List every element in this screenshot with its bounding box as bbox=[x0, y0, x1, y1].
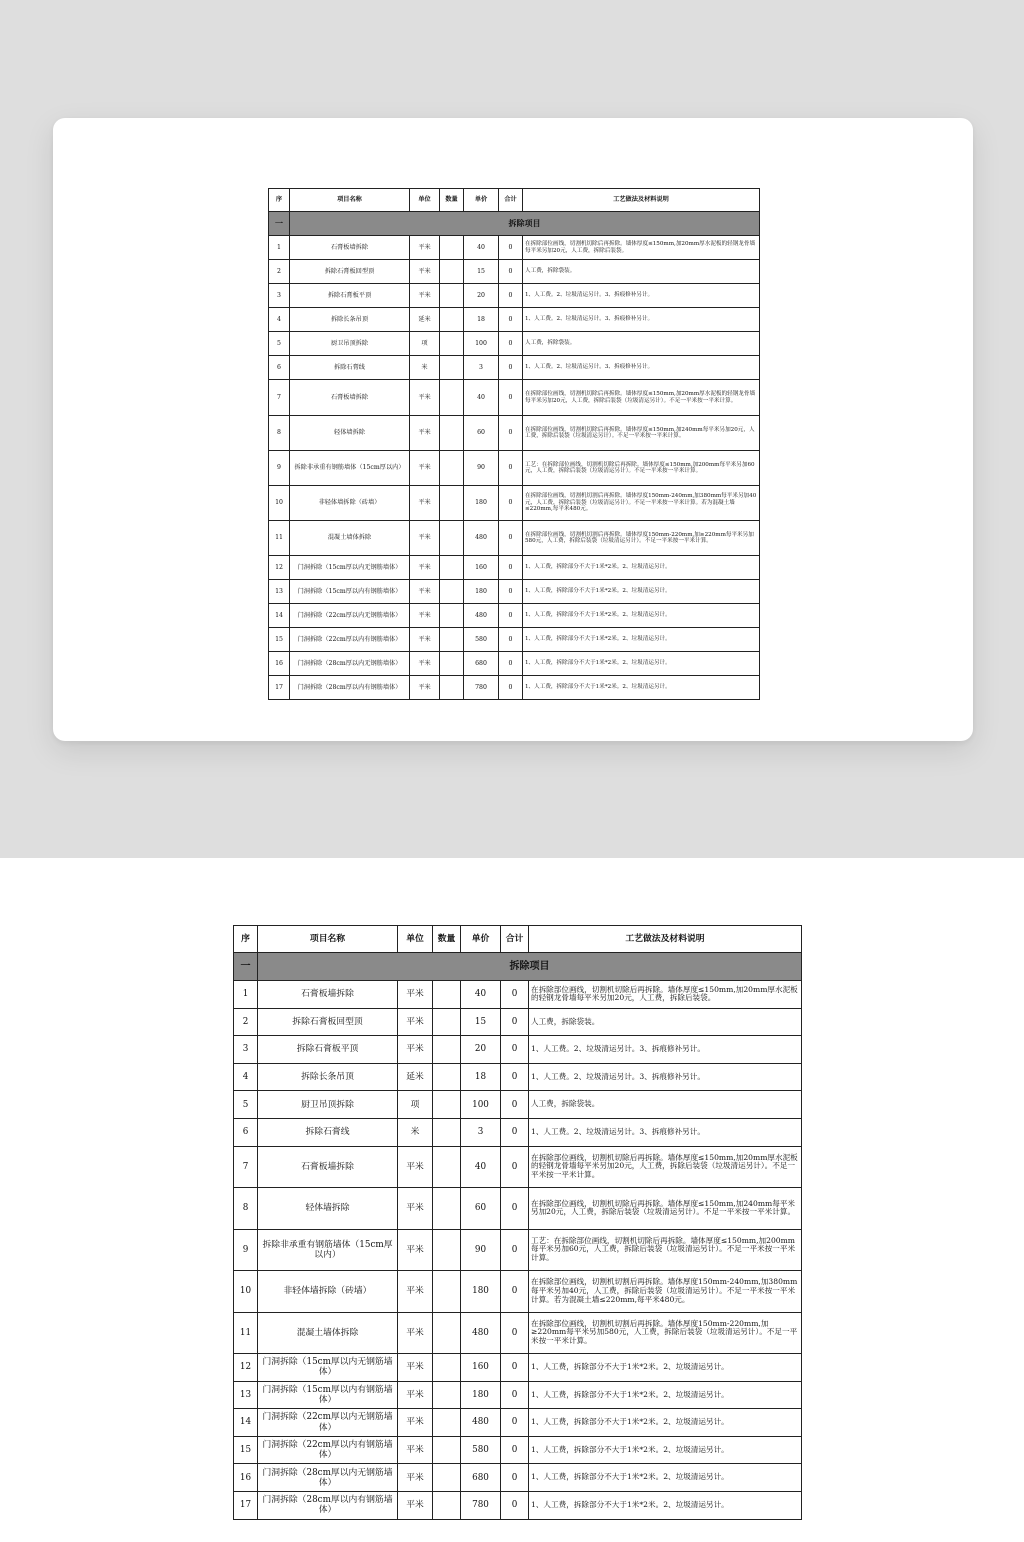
cell-desc: 1、人工费，拆除部分不大于1米*2米。2、垃圾清运另计。 bbox=[529, 1436, 802, 1464]
cell-name: 门洞拆除（28cm厚以内有钢筋墙体） bbox=[290, 676, 410, 700]
table-row bbox=[234, 1063, 802, 1091]
section-row bbox=[234, 953, 802, 981]
cell-desc: 在拆除部位画线，切割机切除后再拆除。墙体厚度≤150mm,加20mm厚水泥板的轻钢龙骨墙每平米另加20元，人工费，拆除后装袋。 bbox=[523, 236, 760, 260]
cell-unit: 平米 bbox=[398, 1229, 433, 1271]
cell-name: 非轻体墙拆除（砖墙） bbox=[258, 1271, 398, 1313]
table-row bbox=[234, 1354, 802, 1382]
table-row bbox=[269, 604, 760, 628]
cell-qty bbox=[440, 451, 464, 486]
cell-unit: 平米 bbox=[398, 981, 433, 1009]
cell-desc: 1、人工费，拆除部分不大于1米*2米。2、垃圾清运另计。 bbox=[523, 556, 760, 580]
header-price: 单价 bbox=[464, 189, 499, 212]
cell-qty bbox=[433, 1091, 461, 1119]
cell-qty bbox=[440, 332, 464, 356]
cell-total: 0 bbox=[501, 1008, 529, 1036]
cell-qty bbox=[440, 604, 464, 628]
table-row bbox=[269, 521, 760, 556]
cell-price: 15 bbox=[461, 1008, 501, 1036]
cell-seq: 4 bbox=[234, 1063, 258, 1091]
cell-name: 门洞拆除（22cm厚以内有钢筋墙体） bbox=[290, 628, 410, 652]
cell-seq: 8 bbox=[269, 416, 290, 451]
cell-qty bbox=[433, 1436, 461, 1464]
table-row bbox=[269, 236, 760, 260]
cell-price: 18 bbox=[464, 308, 499, 332]
quote-table-preview bbox=[268, 188, 760, 700]
cell-total: 0 bbox=[501, 1409, 529, 1437]
cell-seq: 9 bbox=[234, 1229, 258, 1271]
cell-qty bbox=[433, 1188, 461, 1230]
table-row bbox=[234, 1312, 802, 1354]
section-title: 拆除项目 bbox=[258, 953, 802, 981]
cell-seq: 3 bbox=[269, 284, 290, 308]
cell-desc: 1、人工费。2、垃圾清运另计。3、拆痕修补另计。 bbox=[529, 1063, 802, 1091]
cell-seq: 17 bbox=[269, 676, 290, 700]
table-row bbox=[269, 580, 760, 604]
table-row bbox=[269, 628, 760, 652]
table-row bbox=[269, 332, 760, 356]
header-row bbox=[269, 189, 760, 212]
cell-desc: 人工费，拆除袋装。 bbox=[523, 260, 760, 284]
cell-qty bbox=[440, 236, 464, 260]
cell-price: 40 bbox=[464, 236, 499, 260]
cell-desc: 人工费，拆除袋装。 bbox=[529, 1091, 802, 1119]
cell-name: 门洞拆除（15cm厚以内有钢筋墙体） bbox=[258, 1381, 398, 1409]
cell-desc: 1、人工费，拆除部分不大于1米*2米。2、垃圾清运另计。 bbox=[529, 1492, 802, 1520]
table-row bbox=[269, 356, 760, 380]
cell-unit: 平米 bbox=[410, 416, 440, 451]
cell-seq: 16 bbox=[269, 652, 290, 676]
cell-total: 0 bbox=[499, 380, 523, 416]
quote-table-full bbox=[233, 925, 802, 1520]
cell-desc: 在拆除部位画线，切割机切割后再拆除。墙体厚度150mm-240mm,加380mm每平米另加40元，人工费，拆除后装袋（垃圾清运另计）。不足一平米按一平米计算。若为混凝土墙≤220mm,每平米480元。 bbox=[523, 486, 760, 521]
cell-price: 100 bbox=[461, 1091, 501, 1119]
cell-price: 180 bbox=[461, 1381, 501, 1409]
cell-desc: 在拆除部位画线，切割机切除后再拆除。墙体厚度≤150mm,加20mm厚水泥板的轻钢龙骨墙每平米另加20元，人工费，拆除后装袋。 bbox=[529, 981, 802, 1009]
cell-price: 40 bbox=[461, 981, 501, 1009]
table-row bbox=[234, 1492, 802, 1520]
cell-price: 580 bbox=[464, 628, 499, 652]
cell-unit: 平米 bbox=[410, 521, 440, 556]
table-row bbox=[269, 260, 760, 284]
cell-desc: 在拆除部位画线，切割机切除后再拆除。墙体厚度≤150mm,加20mm厚水泥板的轻钢龙骨墙每平米另加20元，人工费，拆除后装袋（垃圾清运另计）。不足一平米按一平米计算。 bbox=[529, 1146, 802, 1188]
cell-total: 0 bbox=[499, 652, 523, 676]
cell-price: 160 bbox=[461, 1354, 501, 1382]
cell-name: 混凝土墙体拆除 bbox=[290, 521, 410, 556]
cell-unit: 平米 bbox=[398, 1271, 433, 1313]
cell-unit: 平米 bbox=[410, 556, 440, 580]
table-row bbox=[234, 1008, 802, 1036]
cell-seq: 3 bbox=[234, 1036, 258, 1064]
cell-price: 40 bbox=[461, 1146, 501, 1188]
cell-total: 0 bbox=[499, 628, 523, 652]
cell-desc: 在拆除部位画线，切割机切割后再拆除。墙体厚度150mm-220mm,加≥220mm每平米另加580元，人工费，拆除后装袋（垃圾清运另计）。不足一平米按一平米计算。 bbox=[529, 1312, 802, 1354]
cell-qty bbox=[433, 1118, 461, 1146]
cell-qty bbox=[440, 521, 464, 556]
cell-total: 0 bbox=[499, 416, 523, 451]
cell-name: 拆除石膏线 bbox=[258, 1118, 398, 1146]
cell-seq: 11 bbox=[269, 521, 290, 556]
cell-desc: 1、人工费，拆除部分不大于1米*2米。2、垃圾清运另计。 bbox=[529, 1354, 802, 1382]
cell-seq: 2 bbox=[234, 1008, 258, 1036]
cell-seq: 8 bbox=[234, 1188, 258, 1230]
table-row bbox=[234, 1229, 802, 1271]
cell-unit: 平米 bbox=[410, 628, 440, 652]
cell-unit: 平米 bbox=[410, 604, 440, 628]
table-row bbox=[269, 451, 760, 486]
cell-desc: 1、人工费，拆除部分不大于1米*2米。2、垃圾清运另计。 bbox=[523, 628, 760, 652]
cell-total: 0 bbox=[501, 1229, 529, 1271]
cell-total: 0 bbox=[501, 1436, 529, 1464]
cell-name: 拆除石膏板平顶 bbox=[290, 284, 410, 308]
cell-unit: 平米 bbox=[410, 451, 440, 486]
cell-desc: 1、人工费，拆除部分不大于1米*2米。2、垃圾清运另计。 bbox=[529, 1464, 802, 1492]
cell-name: 拆除长条吊顶 bbox=[290, 308, 410, 332]
cell-qty bbox=[433, 1063, 461, 1091]
cell-total: 0 bbox=[501, 1118, 529, 1146]
cell-unit: 平米 bbox=[398, 1312, 433, 1354]
cell-name: 门洞拆除（22cm厚以内无钢筋墙体） bbox=[258, 1409, 398, 1437]
cell-seq: 10 bbox=[234, 1271, 258, 1313]
cell-name: 石膏板墙拆除 bbox=[258, 1146, 398, 1188]
cell-seq: 12 bbox=[269, 556, 290, 580]
cell-unit: 平米 bbox=[398, 1036, 433, 1064]
table-row bbox=[234, 1036, 802, 1064]
cell-unit: 平米 bbox=[410, 486, 440, 521]
cell-seq: 10 bbox=[269, 486, 290, 521]
cell-qty bbox=[440, 380, 464, 416]
table-row bbox=[234, 981, 802, 1009]
cell-desc: 1、人工费。2、垃圾清运另计。3、拆痕修补另计。 bbox=[523, 356, 760, 380]
cell-desc: 1、人工费，拆除部分不大于1米*2米。2、垃圾清运另计。 bbox=[523, 676, 760, 700]
cell-total: 0 bbox=[499, 308, 523, 332]
cell-unit: 延米 bbox=[398, 1063, 433, 1091]
cell-total: 0 bbox=[501, 981, 529, 1009]
header-seq: 序 bbox=[234, 926, 258, 953]
cell-price: 20 bbox=[464, 284, 499, 308]
cell-name: 混凝土墙体拆除 bbox=[258, 1312, 398, 1354]
header-unit: 单位 bbox=[398, 926, 433, 953]
cell-qty bbox=[433, 1146, 461, 1188]
cell-qty bbox=[440, 356, 464, 380]
cell-total: 0 bbox=[499, 521, 523, 556]
cell-name: 拆除石膏板回型顶 bbox=[290, 260, 410, 284]
cell-qty bbox=[433, 981, 461, 1009]
cell-total: 0 bbox=[499, 556, 523, 580]
cell-desc: 1、人工费，拆除部分不大于1米*2米。2、垃圾清运另计。 bbox=[529, 1409, 802, 1437]
cell-total: 0 bbox=[499, 451, 523, 486]
table-row bbox=[269, 486, 760, 521]
cell-qty bbox=[433, 1312, 461, 1354]
header-name: 项目名称 bbox=[258, 926, 398, 953]
cell-qty bbox=[433, 1492, 461, 1520]
section-row bbox=[269, 212, 760, 236]
cell-desc: 1、人工费。2、垃圾清运另计。3、拆痕修补另计。 bbox=[523, 284, 760, 308]
cell-name: 轻体墙拆除 bbox=[290, 416, 410, 451]
cell-price: 180 bbox=[464, 486, 499, 521]
cell-desc: 1、人工费，拆除部分不大于1米*2米。2、垃圾清运另计。 bbox=[529, 1381, 802, 1409]
cell-qty bbox=[440, 284, 464, 308]
cell-unit: 平米 bbox=[398, 1354, 433, 1382]
cell-name: 石膏板墙拆除 bbox=[290, 236, 410, 260]
cell-seq: 14 bbox=[234, 1409, 258, 1437]
cell-qty bbox=[440, 676, 464, 700]
cell-total: 0 bbox=[499, 332, 523, 356]
cell-desc: 1、人工费，拆除部分不大于1米*2米。2、垃圾清运另计。 bbox=[523, 580, 760, 604]
cell-price: 780 bbox=[461, 1492, 501, 1520]
cell-price: 780 bbox=[464, 676, 499, 700]
cell-unit: 米 bbox=[410, 356, 440, 380]
cell-total: 0 bbox=[499, 356, 523, 380]
cell-name: 拆除石膏板回型顶 bbox=[258, 1008, 398, 1036]
cell-price: 180 bbox=[464, 580, 499, 604]
cell-name: 门洞拆除（15cm厚以内无钢筋墙体） bbox=[258, 1354, 398, 1382]
header-qty: 数量 bbox=[433, 926, 461, 953]
cell-seq: 2 bbox=[269, 260, 290, 284]
cell-desc: 工艺：在拆除部位画线，切割机切除后再拆除。墙体厚度≤150mm,加200mm每平米另加60元，人工费，拆除后装袋（垃圾清运另计）。不足一平米按一平米计算。 bbox=[523, 451, 760, 486]
cell-total: 0 bbox=[501, 1188, 529, 1230]
cell-qty bbox=[433, 1354, 461, 1382]
cell-name: 门洞拆除（28cm厚以内无钢筋墙体） bbox=[290, 652, 410, 676]
cell-unit: 项 bbox=[410, 332, 440, 356]
cell-price: 18 bbox=[461, 1063, 501, 1091]
cell-seq: 7 bbox=[234, 1146, 258, 1188]
cell-price: 60 bbox=[464, 416, 499, 451]
cell-seq: 14 bbox=[269, 604, 290, 628]
cell-name: 拆除非承重有钢筋墙体（15cm厚以内） bbox=[290, 451, 410, 486]
cell-desc: 1、人工费，拆除部分不大于1米*2米。2、垃圾清运另计。 bbox=[523, 604, 760, 628]
cell-unit: 平米 bbox=[398, 1146, 433, 1188]
header-desc: 工艺做法及材料说明 bbox=[523, 189, 760, 212]
cell-name: 门洞拆除（28cm厚以内无钢筋墙体） bbox=[258, 1464, 398, 1492]
table-row bbox=[234, 1381, 802, 1409]
cell-name: 非轻体墙拆除（砖墙） bbox=[290, 486, 410, 521]
cell-price: 20 bbox=[461, 1036, 501, 1064]
cell-qty bbox=[433, 1036, 461, 1064]
table-row bbox=[269, 284, 760, 308]
table-row bbox=[269, 308, 760, 332]
table-row bbox=[269, 556, 760, 580]
cell-price: 580 bbox=[461, 1436, 501, 1464]
cell-name: 门洞拆除（22cm厚以内无钢筋墙体） bbox=[290, 604, 410, 628]
cell-unit: 平米 bbox=[410, 380, 440, 416]
cell-seq: 5 bbox=[234, 1091, 258, 1119]
cell-desc: 1、人工费。2、垃圾清运另计。3、拆痕修补另计。 bbox=[529, 1036, 802, 1064]
cell-unit: 平米 bbox=[410, 580, 440, 604]
cell-seq: 11 bbox=[234, 1312, 258, 1354]
table-row bbox=[234, 1146, 802, 1188]
header-qty: 数量 bbox=[440, 189, 464, 212]
cell-seq: 5 bbox=[269, 332, 290, 356]
cell-unit: 平米 bbox=[398, 1381, 433, 1409]
cell-qty bbox=[440, 556, 464, 580]
table-row bbox=[234, 1271, 802, 1313]
cell-name: 门洞拆除（15cm厚以内无钢筋墙体） bbox=[290, 556, 410, 580]
cell-name: 石膏板墙拆除 bbox=[258, 981, 398, 1009]
header-desc: 工艺做法及材料说明 bbox=[529, 926, 802, 953]
cell-price: 3 bbox=[461, 1118, 501, 1146]
header-total: 合计 bbox=[501, 926, 529, 953]
cell-seq: 6 bbox=[269, 356, 290, 380]
cell-unit: 项 bbox=[398, 1091, 433, 1119]
cell-price: 480 bbox=[464, 521, 499, 556]
cell-total: 0 bbox=[499, 604, 523, 628]
cell-unit: 米 bbox=[398, 1118, 433, 1146]
cell-desc: 在拆除部位画线，切割机切割后再拆除。墙体厚度150mm-240mm,加380mm每平米另加40元，人工费，拆除后装袋（垃圾清运另计）。不足一平米按一平米计算。若为混凝土墙≤220mm,每平米480元。 bbox=[529, 1271, 802, 1313]
cell-name: 厨卫吊顶拆除 bbox=[290, 332, 410, 356]
section-seq: 一 bbox=[269, 212, 290, 236]
cell-price: 680 bbox=[464, 652, 499, 676]
cell-name: 石膏板墙拆除 bbox=[290, 380, 410, 416]
cell-desc: 工艺：在拆除部位画线，切割机切除后再拆除。墙体厚度≤150mm,加200mm每平米另加60元，人工费，拆除后装袋（垃圾清运另计）。不足一平米按一平米计算。 bbox=[529, 1229, 802, 1271]
header-total: 合计 bbox=[499, 189, 523, 212]
cell-total: 0 bbox=[501, 1354, 529, 1382]
table-row bbox=[269, 652, 760, 676]
cell-price: 90 bbox=[464, 451, 499, 486]
cell-price: 40 bbox=[464, 380, 499, 416]
cell-unit: 平米 bbox=[398, 1492, 433, 1520]
cell-total: 0 bbox=[501, 1063, 529, 1091]
cell-total: 0 bbox=[501, 1036, 529, 1064]
cell-unit: 平米 bbox=[398, 1409, 433, 1437]
cell-name: 门洞拆除（28cm厚以内有钢筋墙体） bbox=[258, 1492, 398, 1520]
cell-seq: 16 bbox=[234, 1464, 258, 1492]
cell-total: 0 bbox=[501, 1091, 529, 1119]
cell-unit: 平米 bbox=[398, 1008, 433, 1036]
cell-desc: 人工费，拆除袋装。 bbox=[523, 332, 760, 356]
cell-name: 拆除长条吊顶 bbox=[258, 1063, 398, 1091]
cell-desc: 1、人工费。2、垃圾清运另计。3、拆痕修补另计。 bbox=[523, 308, 760, 332]
table-row bbox=[234, 1118, 802, 1146]
table-row bbox=[269, 416, 760, 451]
cell-total: 0 bbox=[499, 486, 523, 521]
cell-qty bbox=[440, 486, 464, 521]
section-seq: 一 bbox=[234, 953, 258, 981]
cell-total: 0 bbox=[499, 260, 523, 284]
table-row bbox=[234, 1091, 802, 1119]
cell-qty bbox=[433, 1008, 461, 1036]
cell-unit: 平米 bbox=[410, 236, 440, 260]
cell-seq: 15 bbox=[269, 628, 290, 652]
cell-qty bbox=[440, 580, 464, 604]
header-row bbox=[234, 926, 802, 953]
cell-total: 0 bbox=[499, 284, 523, 308]
cell-unit: 平米 bbox=[398, 1464, 433, 1492]
cell-qty bbox=[433, 1271, 461, 1313]
cell-name: 拆除石膏线 bbox=[290, 356, 410, 380]
cell-seq: 15 bbox=[234, 1436, 258, 1464]
cell-total: 0 bbox=[499, 676, 523, 700]
cell-qty bbox=[433, 1409, 461, 1437]
cell-desc: 1、人工费。2、垃圾清运另计。3、拆痕修补另计。 bbox=[529, 1118, 802, 1146]
cell-unit: 延米 bbox=[410, 308, 440, 332]
cell-price: 180 bbox=[461, 1271, 501, 1313]
cell-desc: 在拆除部位画线，切割机切除后再拆除。墙体厚度≤150mm,加240mm每平米另加20元，人工费，拆除后装袋（垃圾清运另计）。不足一平米按一平米计算。 bbox=[529, 1188, 802, 1230]
cell-name: 轻体墙拆除 bbox=[258, 1188, 398, 1230]
cell-desc: 在拆除部位画线，切割机切除后再拆除。墙体厚度≤150mm,加240mm每平米另加20元，人工费，拆除后装袋（垃圾清运另计）。不足一平米按一平米计算。 bbox=[523, 416, 760, 451]
cell-desc: 1、人工费，拆除部分不大于1米*2米。2、垃圾清运另计。 bbox=[523, 652, 760, 676]
cell-seq: 12 bbox=[234, 1354, 258, 1382]
cell-seq: 13 bbox=[234, 1381, 258, 1409]
cell-total: 0 bbox=[499, 580, 523, 604]
table-row bbox=[269, 676, 760, 700]
cell-qty bbox=[433, 1381, 461, 1409]
cell-total: 0 bbox=[501, 1381, 529, 1409]
cell-total: 0 bbox=[501, 1464, 529, 1492]
cell-total: 0 bbox=[501, 1492, 529, 1520]
cell-unit: 平米 bbox=[398, 1188, 433, 1230]
cell-price: 60 bbox=[461, 1188, 501, 1230]
cell-desc: 在拆除部位画线，切割机切除后再拆除。墙体厚度≤150mm,加20mm厚水泥板的轻钢龙骨墙每平米另加20元，人工费，拆除后装袋（垃圾清运另计）。不足一平米按一平米计算。 bbox=[523, 380, 760, 416]
cell-name: 门洞拆除（22cm厚以内有钢筋墙体） bbox=[258, 1436, 398, 1464]
cell-unit: 平米 bbox=[410, 260, 440, 284]
cell-price: 480 bbox=[461, 1312, 501, 1354]
cell-price: 15 bbox=[464, 260, 499, 284]
cell-seq: 1 bbox=[234, 981, 258, 1009]
cell-unit: 平米 bbox=[398, 1436, 433, 1464]
section-title: 拆除项目 bbox=[290, 212, 760, 236]
cell-unit: 平米 bbox=[410, 676, 440, 700]
table-row bbox=[269, 380, 760, 416]
cell-qty bbox=[433, 1229, 461, 1271]
cell-total: 0 bbox=[499, 236, 523, 260]
cell-total: 0 bbox=[501, 1146, 529, 1188]
cell-price: 480 bbox=[464, 604, 499, 628]
cell-desc: 人工费，拆除袋装。 bbox=[529, 1008, 802, 1036]
cell-total: 0 bbox=[501, 1271, 529, 1313]
cell-price: 90 bbox=[461, 1229, 501, 1271]
cell-price: 480 bbox=[461, 1409, 501, 1437]
cell-seq: 17 bbox=[234, 1492, 258, 1520]
cell-name: 拆除非承重有钢筋墙体（15cm厚以内） bbox=[258, 1229, 398, 1271]
cell-desc: 在拆除部位画线，切割机切割后再拆除。墙体厚度150mm-220mm,加≥220mm每平米另加580元，人工费，拆除后装袋（垃圾清运另计）。不足一平米按一平米计算。 bbox=[523, 521, 760, 556]
cell-seq: 13 bbox=[269, 580, 290, 604]
header-seq: 序 bbox=[269, 189, 290, 212]
cell-price: 100 bbox=[464, 332, 499, 356]
header-unit: 单位 bbox=[410, 189, 440, 212]
cell-name: 厨卫吊顶拆除 bbox=[258, 1091, 398, 1119]
cell-price: 3 bbox=[464, 356, 499, 380]
cell-seq: 1 bbox=[269, 236, 290, 260]
table-row bbox=[234, 1409, 802, 1437]
cell-seq: 9 bbox=[269, 451, 290, 486]
cell-price: 680 bbox=[461, 1464, 501, 1492]
cell-seq: 7 bbox=[269, 380, 290, 416]
cell-name: 门洞拆除（15cm厚以内有钢筋墙体） bbox=[290, 580, 410, 604]
cell-qty bbox=[440, 652, 464, 676]
cell-name: 拆除石膏板平顶 bbox=[258, 1036, 398, 1064]
header-name: 项目名称 bbox=[290, 189, 410, 212]
table-row bbox=[234, 1188, 802, 1230]
cell-unit: 平米 bbox=[410, 284, 440, 308]
cell-qty bbox=[433, 1464, 461, 1492]
cell-unit: 平米 bbox=[410, 652, 440, 676]
cell-seq: 6 bbox=[234, 1118, 258, 1146]
cell-qty bbox=[440, 416, 464, 451]
cell-qty bbox=[440, 628, 464, 652]
cell-qty bbox=[440, 308, 464, 332]
cell-total: 0 bbox=[501, 1312, 529, 1354]
cell-qty bbox=[440, 260, 464, 284]
header-price: 单价 bbox=[461, 926, 501, 953]
cell-seq: 4 bbox=[269, 308, 290, 332]
table-row bbox=[234, 1436, 802, 1464]
cell-price: 160 bbox=[464, 556, 499, 580]
table-row bbox=[234, 1464, 802, 1492]
